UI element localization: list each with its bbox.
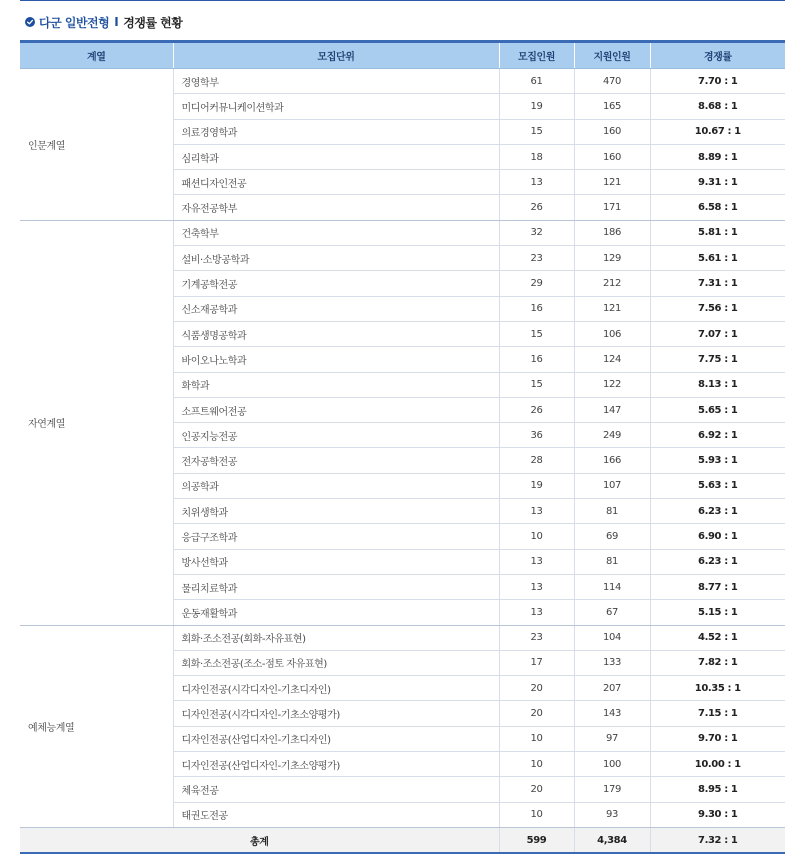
quota-cell: 13 (499, 499, 574, 524)
unit-cell: 식품생명공학과 (173, 321, 499, 346)
unit-cell: 디자인전공(산업디자인-기초소양평가) (173, 752, 499, 777)
quota-cell: 29 (499, 271, 574, 296)
applicants-cell: 212 (574, 271, 650, 296)
applicants-cell: 179 (574, 777, 650, 802)
quota-cell: 10 (499, 802, 574, 827)
quota-cell: 13 (499, 170, 574, 195)
applicants-cell: 143 (574, 701, 650, 726)
rate-cell: 5.81 : 1 (650, 220, 785, 245)
heading-title: 다군 일반전형 (39, 15, 110, 30)
header-quota: 모집인원 (499, 42, 574, 69)
rate-cell: 8.77 : 1 (650, 574, 785, 599)
unit-cell: 체육전공 (173, 777, 499, 802)
rate-cell: 8.68 : 1 (650, 94, 785, 119)
heading-subtitle: 경쟁률 현황 (123, 15, 183, 30)
unit-cell: 화학과 (173, 372, 499, 397)
quota-cell: 23 (499, 625, 574, 650)
applicants-cell: 166 (574, 448, 650, 473)
rate-cell: 9.70 : 1 (650, 726, 785, 751)
applicants-cell: 67 (574, 600, 650, 625)
rate-cell: 4.52 : 1 (650, 625, 785, 650)
total-label: 총계 (20, 827, 499, 853)
unit-cell: 디자인전공(산업디자인-기초디자인) (173, 726, 499, 751)
rate-cell: 5.65 : 1 (650, 397, 785, 422)
rate-cell: 5.93 : 1 (650, 448, 785, 473)
rate-cell: 8.13 : 1 (650, 372, 785, 397)
applicants-cell: 160 (574, 119, 650, 144)
quota-cell: 10 (499, 752, 574, 777)
quota-cell: 19 (499, 473, 574, 498)
rate-cell: 6.58 : 1 (650, 195, 785, 220)
applicants-cell: 114 (574, 574, 650, 599)
section-heading (25, 13, 182, 31)
quota-cell: 13 (499, 549, 574, 574)
quota-cell: 23 (499, 246, 574, 271)
unit-cell: 방사선학과 (173, 549, 499, 574)
unit-cell: 인공지능전공 (173, 423, 499, 448)
header-rate: 경쟁률 (650, 42, 785, 69)
header-unit: 모집단위 (173, 42, 499, 69)
applicants-cell: 121 (574, 170, 650, 195)
applicants-cell: 100 (574, 752, 650, 777)
quota-cell: 16 (499, 347, 574, 372)
unit-cell: 의공학과 (173, 473, 499, 498)
rate-cell: 6.23 : 1 (650, 549, 785, 574)
applicants-cell: 81 (574, 499, 650, 524)
unit-cell: 바이오나노학과 (173, 347, 499, 372)
rate-cell: 8.89 : 1 (650, 144, 785, 169)
unit-cell: 소프트웨어전공 (173, 397, 499, 422)
unit-cell: 회화·조소전공(조소-점토 자유표현) (173, 650, 499, 675)
header-group: 계열 (20, 42, 173, 69)
unit-cell: 회화·조소전공(회화-자유표현) (173, 625, 499, 650)
quota-cell: 10 (499, 726, 574, 751)
table-row (20, 69, 785, 94)
unit-cell: 응급구조학과 (173, 524, 499, 549)
table-body (20, 69, 785, 828)
unit-cell: 의료경영학과 (173, 119, 499, 144)
unit-cell: 전자공학전공 (173, 448, 499, 473)
rate-cell: 7.31 : 1 (650, 271, 785, 296)
check-circle-icon (25, 17, 35, 27)
quota-cell: 32 (499, 220, 574, 245)
unit-cell: 디자인전공(시각디자인-기초디자인) (173, 676, 499, 701)
unit-cell: 패션디자인전공 (173, 170, 499, 195)
table-row (20, 220, 785, 245)
unit-cell: 건축학부 (173, 220, 499, 245)
applicants-cell: 129 (574, 246, 650, 271)
quota-cell: 36 (499, 423, 574, 448)
group-name-cell: 인문계열 (20, 69, 173, 221)
rate-cell: 8.95 : 1 (650, 777, 785, 802)
total-rate: 7.32 : 1 (650, 827, 785, 853)
header-applicants: 지원인원 (574, 42, 650, 69)
unit-cell: 경영학부 (173, 69, 499, 94)
total-row (20, 827, 785, 853)
unit-cell: 심리학과 (173, 144, 499, 169)
rate-cell: 9.31 : 1 (650, 170, 785, 195)
unit-cell: 미디어커뮤니케이션학과 (173, 94, 499, 119)
rate-cell: 7.56 : 1 (650, 296, 785, 321)
quota-cell: 20 (499, 777, 574, 802)
unit-cell: 설비·소방공학과 (173, 246, 499, 271)
quota-cell: 28 (499, 448, 574, 473)
rate-cell: 7.75 : 1 (650, 347, 785, 372)
quota-cell: 20 (499, 676, 574, 701)
unit-cell: 치위생학과 (173, 499, 499, 524)
quota-cell: 13 (499, 600, 574, 625)
applicants-cell: 107 (574, 473, 650, 498)
group-name-cell: 예체능계열 (20, 625, 173, 827)
applicants-cell: 470 (574, 69, 650, 94)
table-header-row (20, 42, 785, 69)
heading-separator: I (114, 15, 119, 29)
applicants-cell: 147 (574, 397, 650, 422)
quota-cell: 26 (499, 195, 574, 220)
applicants-cell: 165 (574, 94, 650, 119)
table-row (20, 625, 785, 650)
unit-cell: 물리치료학과 (173, 574, 499, 599)
unit-cell: 신소재공학과 (173, 296, 499, 321)
applicants-cell: 133 (574, 650, 650, 675)
rate-cell: 10.35 : 1 (650, 676, 785, 701)
quota-cell: 15 (499, 321, 574, 346)
quota-cell: 10 (499, 524, 574, 549)
unit-cell: 디자인전공(시각디자인-기초소양평가) (173, 701, 499, 726)
applicants-cell: 122 (574, 372, 650, 397)
total-applicants: 4,384 (574, 827, 650, 853)
applicants-cell: 160 (574, 144, 650, 169)
rate-cell: 5.15 : 1 (650, 600, 785, 625)
applicants-cell: 81 (574, 549, 650, 574)
rate-cell: 5.61 : 1 (650, 246, 785, 271)
applicants-cell: 93 (574, 802, 650, 827)
top-divider (20, 0, 785, 1)
unit-cell: 운동재활학과 (173, 600, 499, 625)
applicants-cell: 207 (574, 676, 650, 701)
rate-cell: 6.92 : 1 (650, 423, 785, 448)
quota-cell: 19 (499, 94, 574, 119)
rate-cell: 7.82 : 1 (650, 650, 785, 675)
rate-cell: 6.23 : 1 (650, 499, 785, 524)
applicants-cell: 106 (574, 321, 650, 346)
unit-cell: 자유전공학부 (173, 195, 499, 220)
rate-cell: 10.00 : 1 (650, 752, 785, 777)
quota-cell: 26 (499, 397, 574, 422)
quota-cell: 20 (499, 701, 574, 726)
applicants-cell: 249 (574, 423, 650, 448)
applicants-cell: 97 (574, 726, 650, 751)
unit-cell: 기계공학전공 (173, 271, 499, 296)
rate-cell: 9.30 : 1 (650, 802, 785, 827)
quota-cell: 15 (499, 372, 574, 397)
quota-cell: 18 (499, 144, 574, 169)
quota-cell: 13 (499, 574, 574, 599)
total-quota: 599 (499, 827, 574, 853)
quota-cell: 17 (499, 650, 574, 675)
rate-cell: 10.67 : 1 (650, 119, 785, 144)
rate-cell: 7.15 : 1 (650, 701, 785, 726)
applicants-cell: 124 (574, 347, 650, 372)
rate-cell: 6.90 : 1 (650, 524, 785, 549)
group-name-cell: 자연계열 (20, 220, 173, 625)
applicants-cell: 121 (574, 296, 650, 321)
applicants-cell: 69 (574, 524, 650, 549)
unit-cell: 태권도전공 (173, 802, 499, 827)
applicants-cell: 104 (574, 625, 650, 650)
applicants-cell: 186 (574, 220, 650, 245)
quota-cell: 15 (499, 119, 574, 144)
quota-cell: 16 (499, 296, 574, 321)
quota-cell: 61 (499, 69, 574, 94)
rate-cell: 5.63 : 1 (650, 473, 785, 498)
rate-cell: 7.07 : 1 (650, 321, 785, 346)
applicants-cell: 171 (574, 195, 650, 220)
competition-rate-table (20, 40, 785, 854)
rate-cell: 7.70 : 1 (650, 69, 785, 94)
